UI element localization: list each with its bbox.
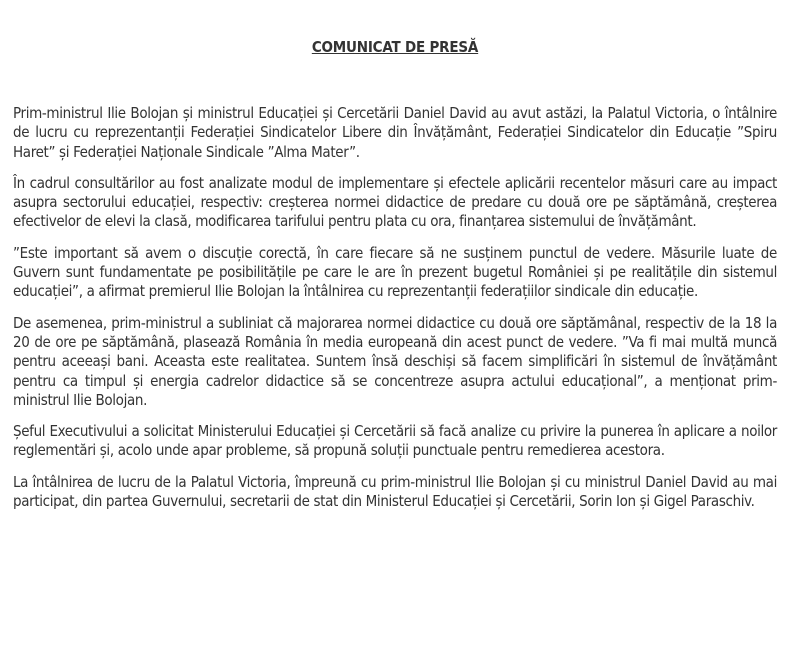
paragraph-3: ”Este important să avem o discuție corectă, în care fiecare să ne susținem punctul de vedere. Măsurile luate de Guvern sunt fundamentate pe posibilitățile pe care le are în prezent bugetul României și pe realitățile din sistemul educației”, a afirmat premierul Ilie Bolojan la întâlnirea cu reprezentanții federațiilor sindicale din educație.: [13, 243, 777, 301]
paragraph-1: Prim-ministrul Ilie Bolojan și ministrul Educației și Cercetării Daniel David au avut astăzi, la Palatul Victoria, o întâlnire de lucru cu reprezentanții Federației Sindicatelor Libere din Învățământ, Federației Sindicatelor din Educație ”Spiru Haret” și Federației Naționale Sindicale ”Alma Mater”.: [13, 104, 777, 161]
document-body: [13, 104, 777, 523]
paragraph-6: La întâlnirea de lucru de la Palatul Victoria, împreună cu prim-ministrul Ilie Bolojan și cu ministrul Daniel David au mai participat, din partea Guvernului, secretarii de stat din Ministerul Educației și Cercetării, Sorin Ion și Gigel Paraschiv.: [13, 472, 777, 511]
paragraph-5: Șeful Executivului a solicitat Ministerului Educației și Cercetării să facă analize cu privire la punerea în aplicare a noilor reglementări și, acolo unde apar probleme, să propună soluții punctuale pentru remedierea acestora.: [13, 422, 777, 460]
paragraph-4: De asemenea, prim-ministrul a subliniat că majorarea normei didactice cu două ore săptămânal, respectiv de la 18 la 20 de ore pe săptămână, plasează România în media europeană din acest punct de vedere. ”Va fi mai multă muncă pentru aceeași bani. Aceasta este realitatea. Suntem însă deschiși să facem simplificări în sistemul de învățământ pentru ca timpul și energia cadrelor didactice să se concentreze asupra actului educațional”, a menționat prim-ministrul Ilie Bolojan.: [13, 313, 777, 409]
document-title: COMUNICAT DE PRESĂ: [311, 38, 479, 56]
paragraph-2: În cadrul consultărilor au fost analizate modul de implementare și efectele aplicării recentelor măsuri care au impact asupra sectorului educației, respectiv: creșterea normei didactice de predare cu două ore pe săptămână, creșterea efectivelor de elevi la clasă, modificarea tarifului pentru plata cu ora, finanțarea sistemului de învățământ.: [13, 173, 777, 231]
